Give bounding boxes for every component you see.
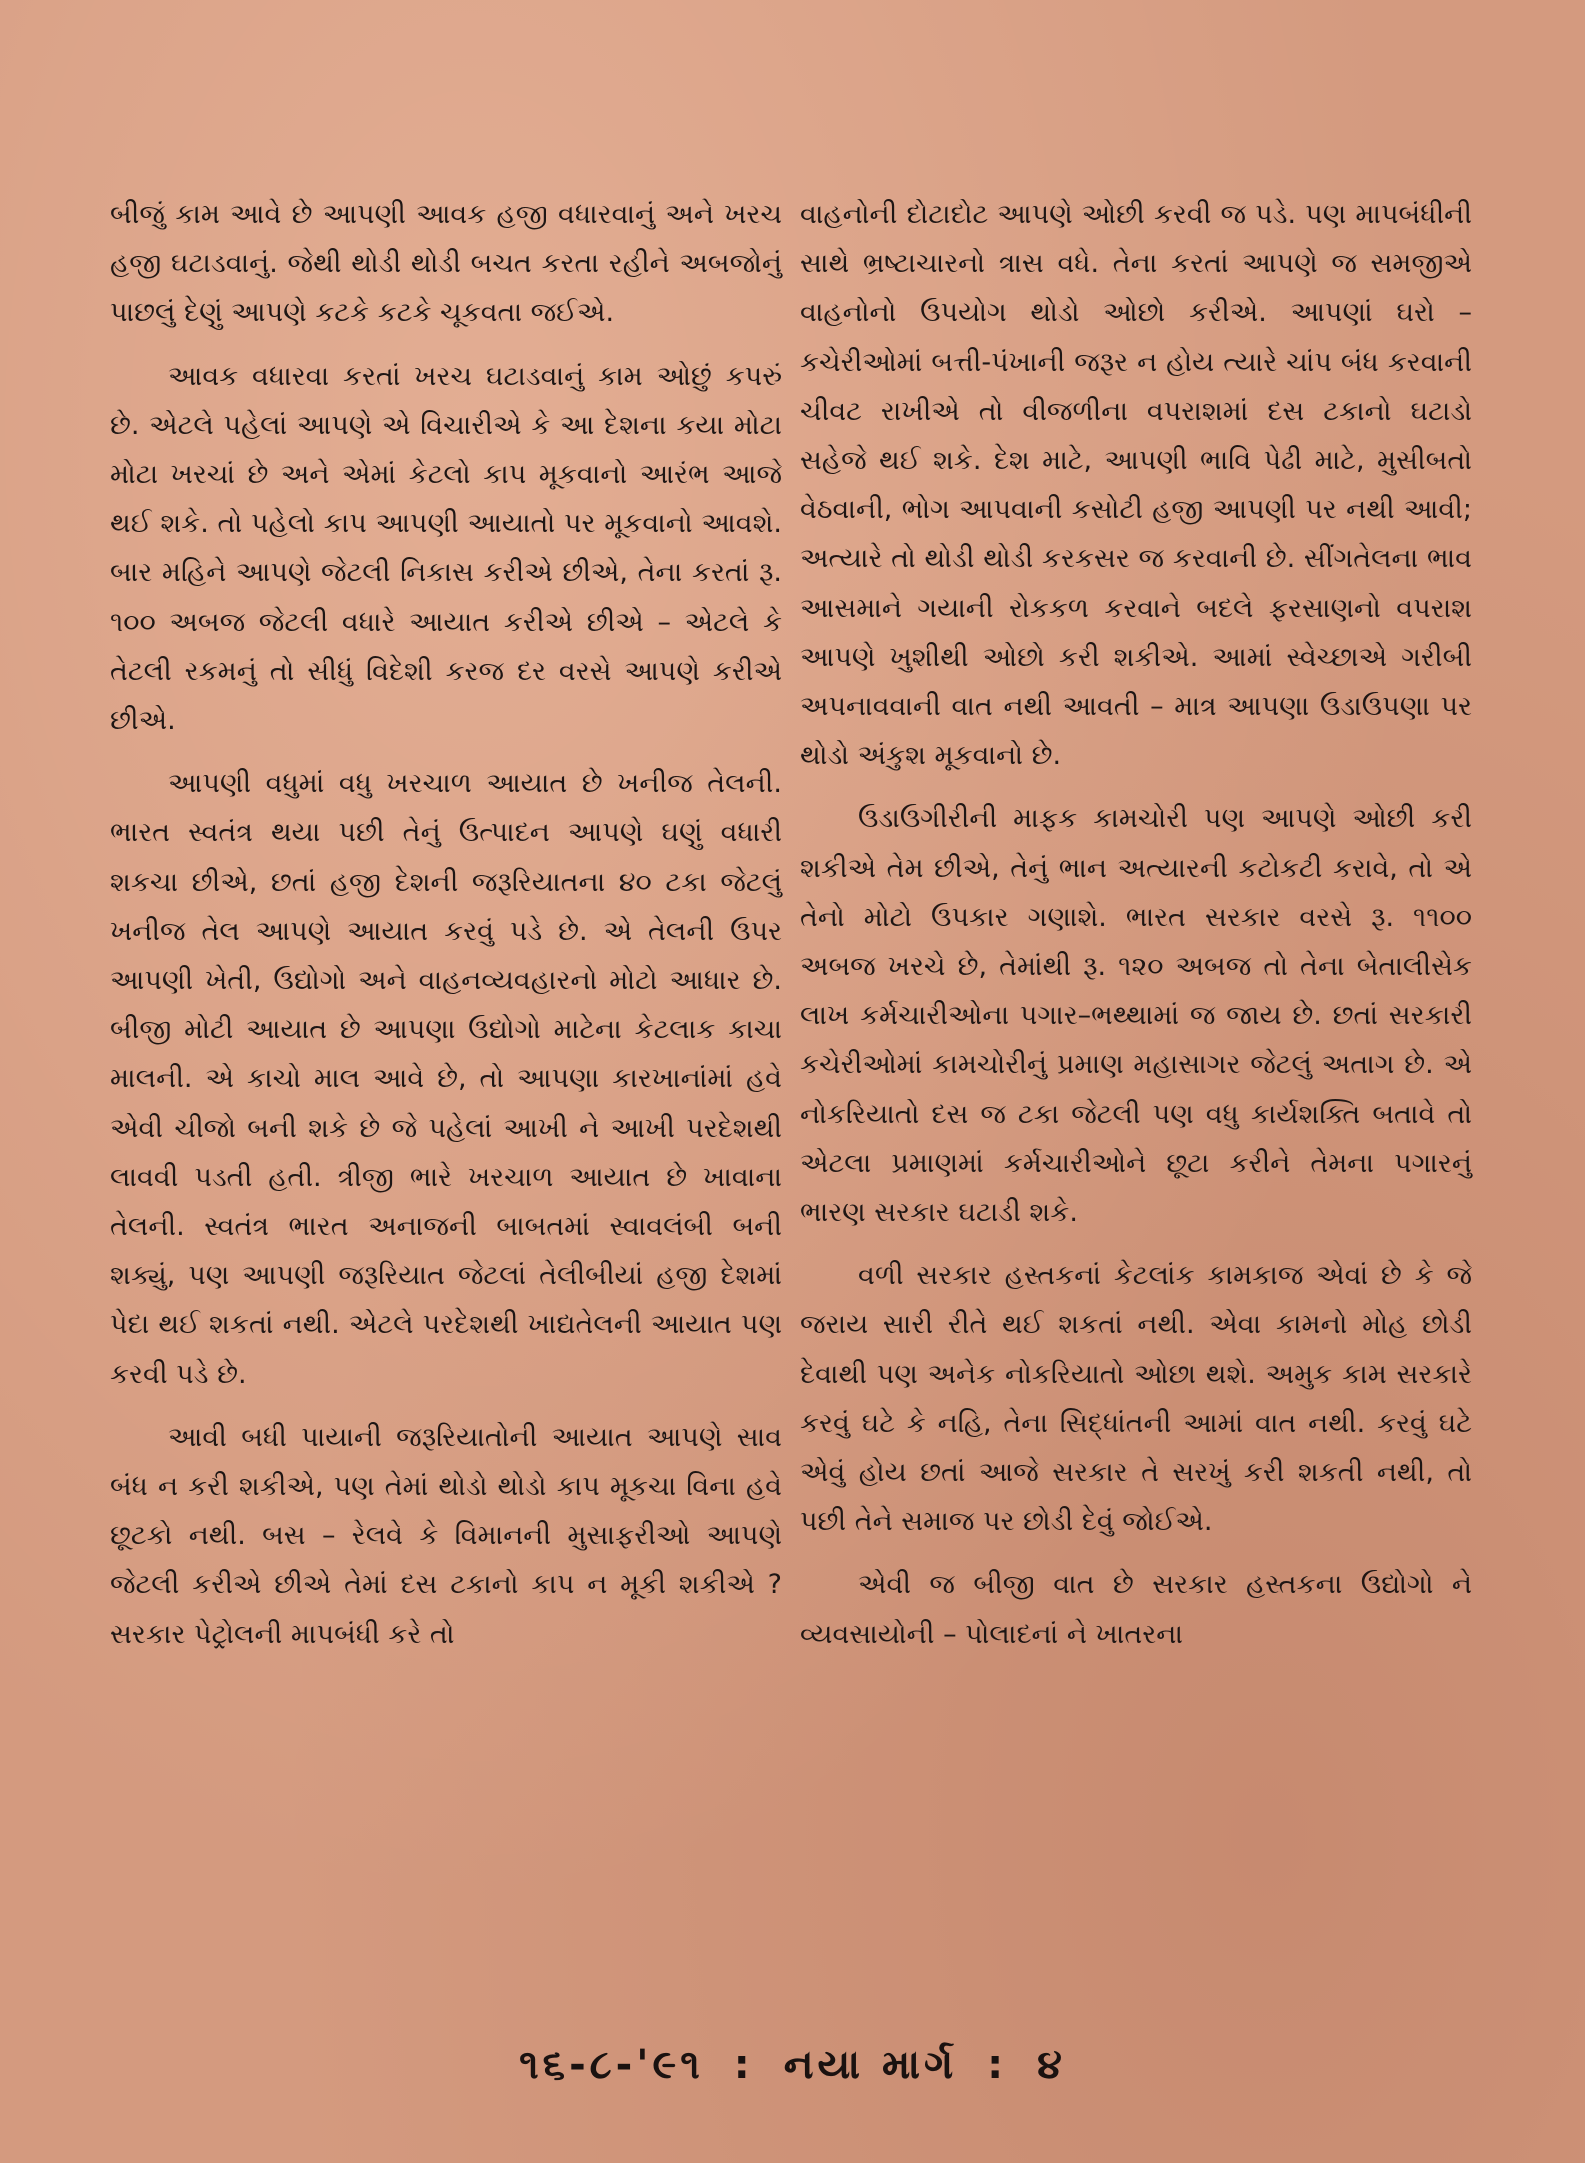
magazine-name: નયા માર્ગ: [783, 2042, 958, 2088]
paragraph: ઉડાઉગીરીની માફક કામચોરી પણ આપણે ઓછી કરી શકીએ તેમ છીએ, તેનું ભાન અત્યારની કટોકટી કરાવે, તો એ તેનો મોટો ઉપકાર ગણાશે. ભારત સરકાર વરસે રૂ. ૧૧૦૦ અબજ ખરચે છે, તેમાંથી રૂ. ૧૨૦ અબજ તો તેના બેતાલીસેક લાખ કર્મચારીઓના પગાર–ભથ્થામાં જ જાય છે. છતાં સરકારી કચેરીઓમાં કામચોરીનું પ્રમાણ મહાસાગર જેટલું અતાગ છે. એ નોકરિયાતો દસ જ ટકા જેટલી પણ વધુ કાર્યશક્તિ બતાવે તો એટલા પ્રમાણમાં કર્મચારીઓને છૂટા કરીને તેમના પગારનું ભારણ સરકાર ઘટાડી શકે.: [800, 803, 1472, 1229]
paragraph: આવી બધી પાયાની જરૂરિયાતોની આયાત આપણે સાવ બંધ ન કરી શકીએ, પણ તેમાં થોડો થોડો કાપ મૂકચા વિના હવે છૂટકો નથી. બસ – રેલવે કે વિમાનની મુસાફરીઓ આપણે જેટલી કરીએ છીએ તેમાં દસ ટકાનો કાપ ન મૂકી શકીએ ? સરકાર પેટ્રોલની માપબંધી કરે તો: [110, 1421, 782, 1650]
page-number: ૪: [1037, 2042, 1066, 2088]
paragraph: વળી સરકાર હસ્તકનાં કેટલાંક કામકાજ એવાં છે કે જે જરાય સારી રીતે થઈ શકતાં નથી. એવા કામનો મોહ છોડી દેવાથી પણ અનેક નોકરિયાતો ઓછા થશે. અમુક કામ સરકારે કરવું ઘટે કે નહિ, તેના સિદ્ધાંતની આમાં વાત નથી. કરવું ઘટે એવું હોય છતાં આજે સરકાર તે સરખું કરી શકતી નથી, તો પછી તેને સમાજ પર છોડી દેવું જોઈએ.: [800, 1260, 1472, 1538]
left-column: [110, 190, 782, 1673]
footer-separator: :: [733, 2042, 754, 2088]
paragraph: એવી જ બીજી વાત છે સરકાર હસ્તકના ઉદ્યોગો ને વ્યવસાયોની – પોલાદનાં ને ખાતરના: [800, 1569, 1472, 1650]
page-footer: [0, 2042, 1585, 2088]
paragraph: આવક વધારવા કરતાં ખરચ ઘટાડવાનું કામ ઓછું કપરું છે. એટલે પહેલાં આપણે એ વિચારીએ કે આ દેશના કયા મોટા મોટા ખરચાં છે અને એમાં કેટલો કાપ મૂકવાનો આરંભ આજે થઈ શકે. તો પહેલો કાપ આપણી આયાતો પર મૂકવાનો આવશે. બાર મહિને આપણે જેટલી નિકાસ કરીએ છીએ, તેના કરતાં રૂ. ૧૦૦ અબજ જેટલી વધારે આયાત કરીએ છીએ – એટલે કે તેટલી રકમનું તો સીધું વિદેશી કરજ દર વરસે આપણે કરીએ છીએ.: [110, 360, 782, 737]
right-column: [800, 190, 1472, 1673]
paragraph: વાહનોની દોટાદોટ આપણે ઓછી કરવી જ પડે. પણ માપબંધીની સાથે ભ્રષ્ટાચારનો ત્રાસ વધે. તેના કરતાં આપણે જ સમજીએ વાહનોનો ઉપયોગ થોડો ઓછો કરીએ. આપણાં ઘરો – કચેરીઓમાં બત્તી-પંખાની જરૂર ન હોય ત્યારે ચાંપ બંધ કરવાની ચીવટ રાખીએ તો વીજળીના વપરાશમાં દસ ટકાનો ઘટાડો સહેજે થઈ શકે. દેશ માટે, આપણી ભાવિ પેઢી માટે, મુસીબતો વેઠવાની, ભોગ આપવાની કસોટી હજી આપણી પર નથી આવી; અત્યારે તો થોડી થોડી કરકસર જ કરવાની છે. સીંગતેલના ભાવ આસમાને ગયાની રોકકળ કરવાને બદલે ફરસાણનો વપરાશ આપણે ખુશીથી ઓછો કરી શકીએ. આમાં સ્વેચ્છાએ ગરીબી અપનાવવાની વાત નથી આવતી – માત્ર આપણા ઉડાઉપણા પર થોડો અંકુશ મૂકવાનો છે.: [800, 199, 1472, 772]
issue-date: ૧૬-૮-'૯૧: [519, 2042, 704, 2088]
paragraph: આપણી વધુમાં વધુ ખરચાળ આયાત છે ખનીજ તેલની. ભારત સ્વતંત્ર થયા પછી તેનું ઉત્પાદન આપણે ઘણું વધારી શકચા છીએ, છતાં હજી દેશની જરૂરિયાતના ૪૦ ટકા જેટલું ખનીજ તેલ આપણે આયાત કરવું પડે છે. એ તેલની ઉપર આપણી ખેતી, ઉદ્યોગો અને વાહનવ્યવહારનો મોટો આધાર છે. બીજી મોટી આયાત છે આપણા ઉદ્યોગો માટેના કેટલાક કાચા માલની. એ કાચો માલ આવે છે, તો આપણા કારખાનાંમાં હવે એવી ચીજો બની શકે છે જે પહેલાં આખી ને આખી પરદેશથી લાવવી પડતી હતી. ત્રીજી ભારે ખરચાળ આયાત છે ખાવાના તેલની. સ્વતંત્ર ભારત અનાજની બાબતમાં સ્વાવલંબી બની શક્યું, પણ આપણી જરૂરિયાત જેટલાં તેલીબીયાં હજી દેશમાં પેદા થઈ શકતાં નથી. એટલે પરદેશથી ખાદ્યતેલની આયાત પણ કરવી પડે છે.: [110, 768, 782, 1390]
paragraph: બીજું કામ આવે છે આપણી આવક હજી વધારવાનું અને ખરચ હજી ઘટાડવાનું. જેથી થોડી થોડી બચત કરતા રહીને અબજોનું પાછલું દેણું આપણે કટકે કટકે ચૂકવતા જઈએ.: [110, 199, 782, 329]
footer-separator: :: [987, 2042, 1008, 2088]
